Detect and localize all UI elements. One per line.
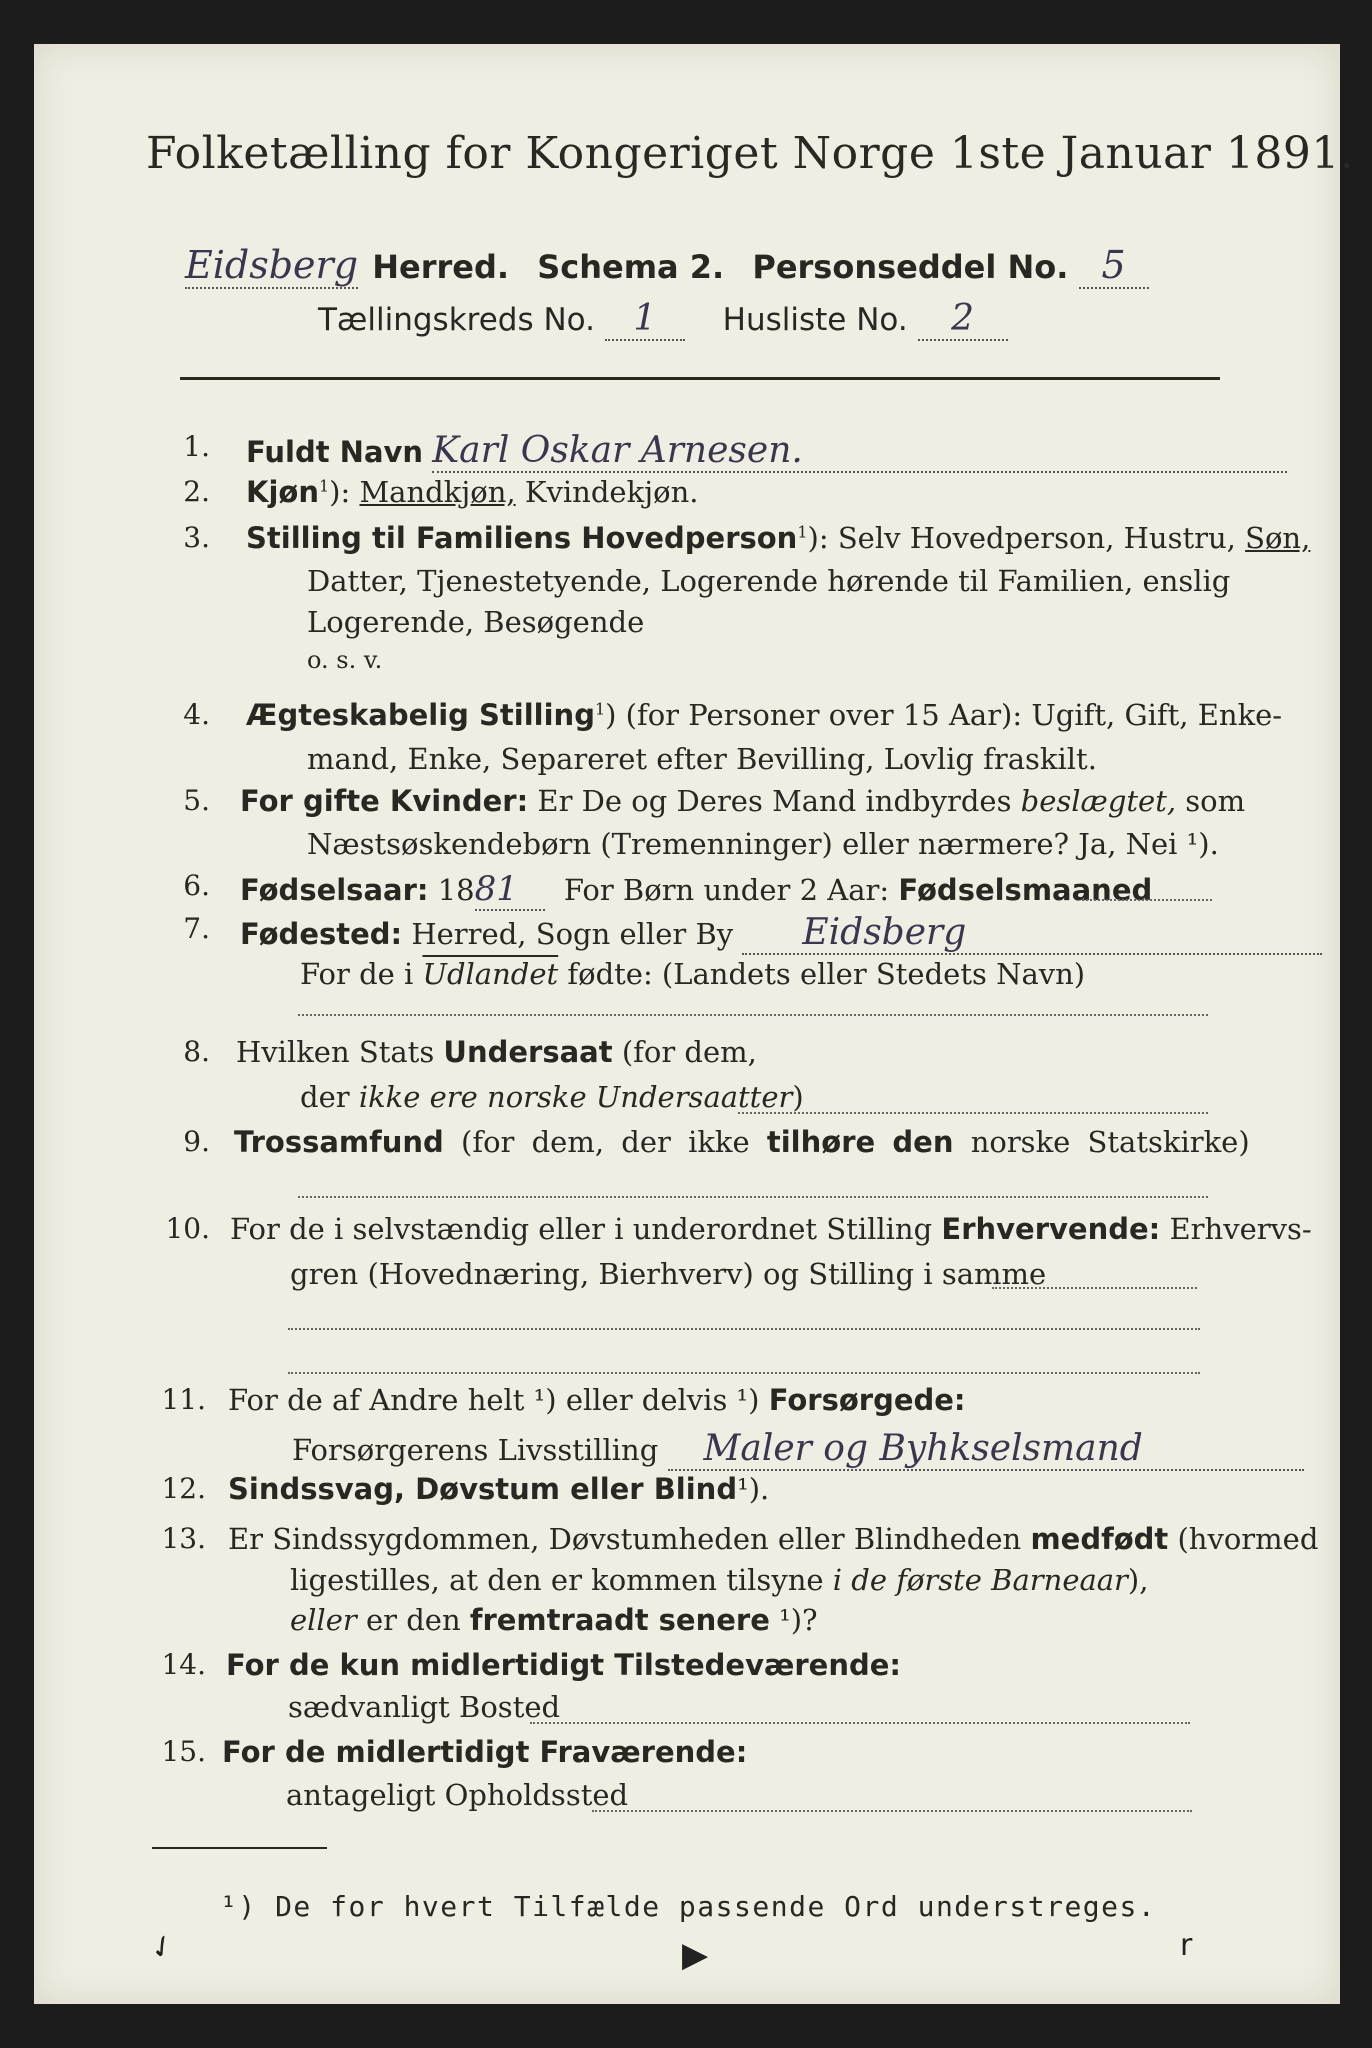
q13-line3-d: ¹)? — [779, 1603, 818, 1637]
q7-text-c: fødte: (Landets eller Stedets Navn) — [567, 957, 1086, 991]
header-rule — [180, 377, 1220, 380]
q15-number: 15. — [161, 1735, 206, 1768]
q6-year-value: 81 — [475, 869, 545, 911]
q2-option-mandkjon: Mandkjøn, — [359, 475, 516, 509]
q7-label: Fødested: — [240, 917, 403, 951]
q10-fill-line-2 — [288, 1328, 1200, 1330]
q5-line1 — [240, 784, 1245, 818]
q2-option-kvindekjon: Kvindekjøn. — [524, 475, 699, 509]
q14-number: 14. — [161, 1648, 206, 1681]
q1-label: Fuldt Navn — [246, 435, 424, 469]
footnote: ¹) De for hvert Tilfælde passende Ord understreges. — [220, 1890, 1157, 1923]
q11-text: For de af Andre helt ¹) eller delvis ¹) — [228, 1383, 760, 1417]
q2-number: 2. — [183, 475, 210, 508]
q3-line3: Logerende, Besøgende — [307, 605, 645, 639]
q9-line — [234, 1125, 1250, 1159]
q2-sup: 1 — [318, 476, 330, 496]
q9-fill-line — [298, 1196, 1208, 1198]
q13-text-c: (hvormed — [1177, 1522, 1319, 1556]
q3-number: 3. — [183, 521, 210, 554]
q9-label: Trossamfund — [234, 1125, 444, 1159]
q5-text-b: beslægtet, — [1020, 784, 1177, 818]
q2-label: Kjøn — [246, 475, 319, 509]
q13-bold: medfødt — [1030, 1522, 1169, 1556]
registration-mark-center: ▶ — [682, 1935, 709, 1975]
q14-label: For de kun midlertidigt Tilstedeværende: — [226, 1648, 902, 1682]
q10-fill-line-3 — [288, 1372, 1200, 1374]
q7-text: Herred, Sogn eller By — [411, 917, 734, 951]
q13-line3 — [290, 1603, 818, 1637]
q11-line1 — [228, 1383, 966, 1417]
herred-value: Eidsberg — [185, 243, 359, 287]
q8-line2-b: ikke ere norske Undersaatter — [358, 1080, 793, 1114]
q10-line2: gren (Hovednæring, Bierhverv) og Stilling i samme — [290, 1257, 1047, 1291]
q8-text-b: (for dem, — [621, 1035, 757, 1069]
q8-label: Undersaat — [443, 1035, 613, 1069]
q12-line — [228, 1472, 769, 1506]
q6-text: For Børn under 2 Aar: — [563, 873, 890, 907]
q14-fill-line — [530, 1722, 1190, 1724]
q5-number: 5. — [183, 784, 210, 817]
q13-line2-b: i de første Barneaar — [832, 1563, 1128, 1597]
q7-text-a: For de i — [300, 957, 414, 991]
q8-line2-c: ) — [792, 1080, 804, 1114]
q8-line1 — [236, 1035, 757, 1069]
q13-line2-c: ), — [1127, 1563, 1149, 1597]
q7-fill-line — [298, 1014, 1208, 1016]
q6-fill-line — [1082, 899, 1212, 901]
q10-label: Erhvervende: — [941, 1212, 1161, 1246]
q5-label: For gifte Kvinder: — [240, 784, 529, 818]
personseddel-label: Personseddel No. — [752, 248, 1069, 286]
q11-value: Maler og Byhkselsmand — [668, 1428, 1304, 1471]
registration-mark-left: ✓ — [142, 1926, 183, 1969]
q15-fill-line — [592, 1810, 1192, 1812]
q1-number: 1. — [183, 430, 210, 463]
q5-line2: Næstsøskendebørn (Tremenninger) eller nærmere? Ja, Nei ¹). — [307, 827, 1219, 861]
q1-value: Karl Oskar Arnesen. — [432, 430, 1287, 473]
q7-line1 — [240, 912, 1322, 955]
q10-text-2: Erhvervs- — [1169, 1212, 1312, 1246]
q3-option-son: Søn, — [1245, 521, 1311, 555]
q14-line2: sædvanligt Bosted — [288, 1690, 561, 1724]
q14-line1 — [226, 1648, 901, 1682]
herred-line — [185, 243, 1149, 289]
q10-text: For de i selvstændig eller i underordnet Stilling — [230, 1212, 933, 1246]
q8-line2 — [300, 1080, 804, 1114]
q6-line — [240, 869, 1152, 911]
q8-number: 8. — [183, 1035, 210, 1068]
q6-label: Fødselsaar: — [240, 873, 429, 907]
q8-text-a: Hvilken Stats — [236, 1035, 435, 1069]
q13-line3-a: eller — [290, 1603, 357, 1637]
q13-line2 — [290, 1563, 1148, 1597]
q3-line2: Datter, Tjenestetyende, Logerende hørende til Familien, enslig — [307, 564, 1231, 598]
q9-bold-1: tilhøre — [766, 1125, 876, 1159]
form-title: Folketælling for Kongeriget Norge 1ste Januar 1891. — [146, 128, 1355, 179]
q3-line4: o. s. v. — [307, 646, 383, 674]
registration-mark-right: r — [1180, 1928, 1193, 1963]
q6-label2: Fødselsmaaned — [898, 873, 1153, 907]
q9-bold-2: den — [892, 1125, 954, 1159]
q7-text-b: Udlandet — [422, 957, 559, 991]
q6-number: 6. — [183, 869, 210, 902]
q13-line1 — [228, 1522, 1318, 1556]
q4-label: Ægteskabelig Stilling — [246, 698, 595, 732]
q10-fill-line-1 — [992, 1287, 1197, 1289]
q9-text-2: norske Statskirke) — [970, 1125, 1250, 1159]
herred-label: Herred. — [372, 248, 510, 286]
kreds-line — [318, 298, 1008, 341]
q13-line3-c: fremtraadt senere — [469, 1603, 770, 1637]
q4-text: ) (for Personer over 15 Aar): Ugift, Gift, Enke- — [605, 698, 1283, 732]
q5-text-a: Er De og Deres Mand indbyrdes — [537, 784, 1012, 818]
husliste-value: 2 — [918, 298, 1008, 341]
q9-text: (for dem, der ikke — [461, 1125, 750, 1159]
q10-line1 — [230, 1212, 1312, 1246]
q13-number: 13. — [161, 1522, 206, 1555]
q1-line — [246, 430, 1287, 473]
q13-line2-a: ligestilles, at den er kommen tilsyne — [290, 1563, 824, 1597]
husliste-label: Husliste No. — [722, 302, 908, 338]
q4-number: 4. — [183, 698, 210, 731]
q4-line1: Ægteskabelig Stilling$^1$) (for Personer over 15 Aar): Ugift, Gift, Enke- — [246, 698, 1283, 732]
q13-line3-b: er den — [365, 1603, 461, 1637]
q3-text: ): Selv Hovedperson, Hustru, — [807, 521, 1236, 555]
kreds-value: 1 — [605, 298, 685, 341]
q11-livsstilling-label: Forsørgerens Livsstilling — [292, 1433, 659, 1467]
q7-line2 — [300, 957, 1085, 991]
q3-label: Stilling til Familiens Hovedperson — [246, 521, 798, 555]
q12-number: 12. — [161, 1472, 206, 1505]
q15-line1 — [222, 1735, 747, 1769]
q10-number: 10. — [165, 1212, 210, 1245]
schema-label: Schema 2. — [537, 248, 725, 286]
q11-number: 11. — [161, 1383, 206, 1416]
q5-text-c: som — [1185, 784, 1246, 818]
footnote-rule — [152, 1847, 327, 1849]
q4-line2: mand, Enke, Separeret efter Bevilling, Lovlig fraskilt. — [307, 742, 1097, 776]
personseddel-value: 5 — [1079, 243, 1149, 289]
q8-line2-a: der — [300, 1080, 350, 1114]
q3-line1: Stilling til Familiens Hovedperson$^1$): Selv Hovedperson, Hustru, Søn, — [246, 521, 1311, 555]
q2-line: Kjøn$^1$): Mandkjøn, Kvindekjøn. — [246, 475, 699, 509]
q9-number: 9. — [183, 1125, 210, 1158]
q6-year-prefix: 18 — [437, 873, 475, 907]
q15-label: For de midlertidigt Fraværende: — [222, 1735, 748, 1769]
q7-number: 7. — [183, 912, 210, 945]
q11-line2 — [292, 1428, 1304, 1471]
kreds-label: Tællingskreds No. — [318, 302, 595, 338]
q15-line2: antageligt Opholdssted — [286, 1778, 629, 1812]
q12-label: Sindssvag, Døvstum eller Blind — [228, 1472, 738, 1506]
q12-tail: ¹). — [737, 1472, 770, 1506]
q11-label: Forsørgede: — [768, 1383, 966, 1417]
q7-value: Eidsberg — [742, 912, 1322, 955]
q8-fill-line — [738, 1112, 1208, 1114]
q13-text-a: Er Sindssygdommen, Døvstumheden eller Blindheden — [228, 1522, 1022, 1556]
